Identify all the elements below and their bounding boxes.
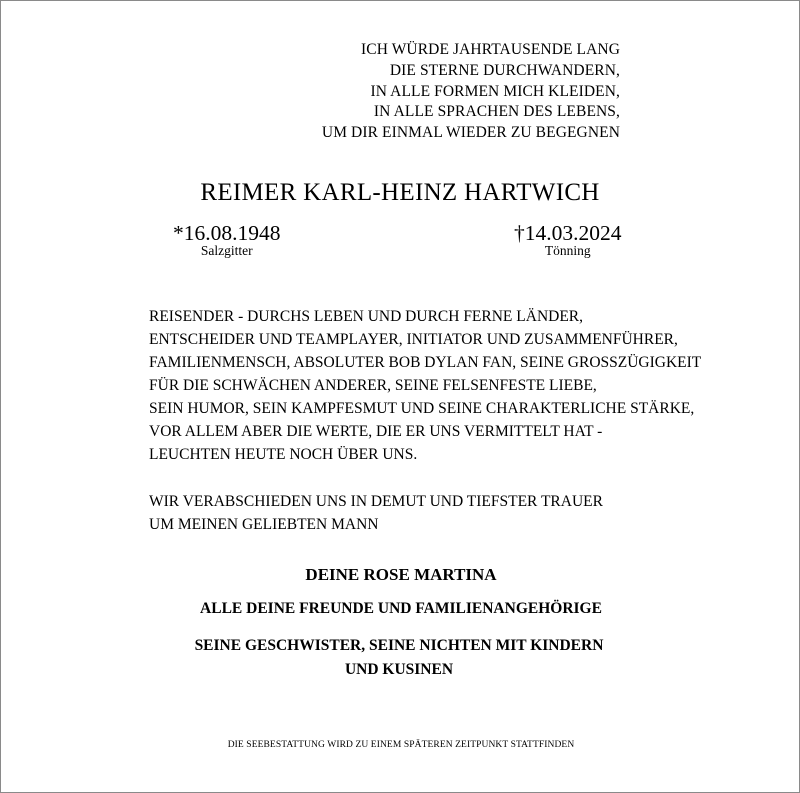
deceased-name-text: REIMER KARL-HEINZ HARTWICH (200, 179, 600, 206)
birth-place: Salzgitter (200, 243, 253, 258)
death-date: †14.03.2024 (514, 221, 622, 245)
tribute-line: FAMILIENMENSCH, ABSOLUTER BOB DYLAN FAN, SEINE GROSSZÜGIGKEIT (149, 354, 702, 371)
signature-siblings-line: UND KUSINEN (344, 661, 454, 678)
poem-line: DIE STERNE DURCHWANDERN, (389, 61, 620, 79)
poem-line: UM DIR EINMAL WIEDER ZU BEGEGNEN (321, 124, 620, 142)
tribute-line: ENTSCHEIDER UND TEAMPLAYER, INITIATOR UND ZUSAMMENFÜHRER, (149, 331, 678, 348)
signature-friends-family: ALLE DEINE FREUNDE UND FAMILIENANGEHÖRIGE (200, 600, 602, 617)
farewell-line: UM MEINEN GELIEBTEN MANN (149, 516, 379, 533)
tribute-line: SEIN HUMOR, SEIN KAMPFESMUT UND SEINE CHARAKTERLICHE STÄRKE, (149, 400, 695, 417)
farewell-line: WIR VERABSCHIEDEN UNS IN DEMUT UND TIEFSTER TRAUER (149, 493, 603, 510)
tribute-line: VOR ALLEM ABER DIE WERTE, DIE ER UNS VERMITTELT HAT - (149, 423, 603, 440)
tribute-line: FÜR DIE SCHWÄCHEN ANDERER, SEINE FELSENFESTE LIEBE, (149, 377, 597, 394)
poem-line: IN ALLE SPRACHEN DES LEBENS, (373, 103, 620, 121)
tribute-text (149, 305, 701, 466)
signature-spouse: DEINE ROSE MARTINA (305, 565, 497, 584)
signature-siblings (0, 634, 799, 682)
poem-line: IN ALLE FORMEN MICH KLEIDEN, (370, 82, 620, 100)
tribute-line: LEUCHTEN HEUTE NOCH ÜBER UNS. (149, 446, 418, 463)
birth-info (173, 220, 281, 258)
deceased-name (1, 179, 800, 207)
burial-footnote: DIE SEEBESTATTUNG WIRD ZU EINEM SPÄTEREN ZEITPUNKT STATTFINDEN (227, 740, 575, 750)
birth-date: *16.08.1948 (173, 221, 281, 245)
death-place: Tönning (544, 243, 591, 258)
poem (322, 40, 620, 144)
poem-line: ICH WÜRDE JAHRTAUSENDE LANG (361, 41, 620, 58)
tribute-line: REISENDER - DURCHS LEBEN UND DURCH FERNE LÄNDER, (149, 308, 584, 325)
death-info (514, 220, 622, 258)
farewell-text (149, 490, 603, 536)
signature-siblings-line: SEINE GESCHWISTER, SEINE NICHTEN MIT KINDERN (194, 637, 604, 654)
